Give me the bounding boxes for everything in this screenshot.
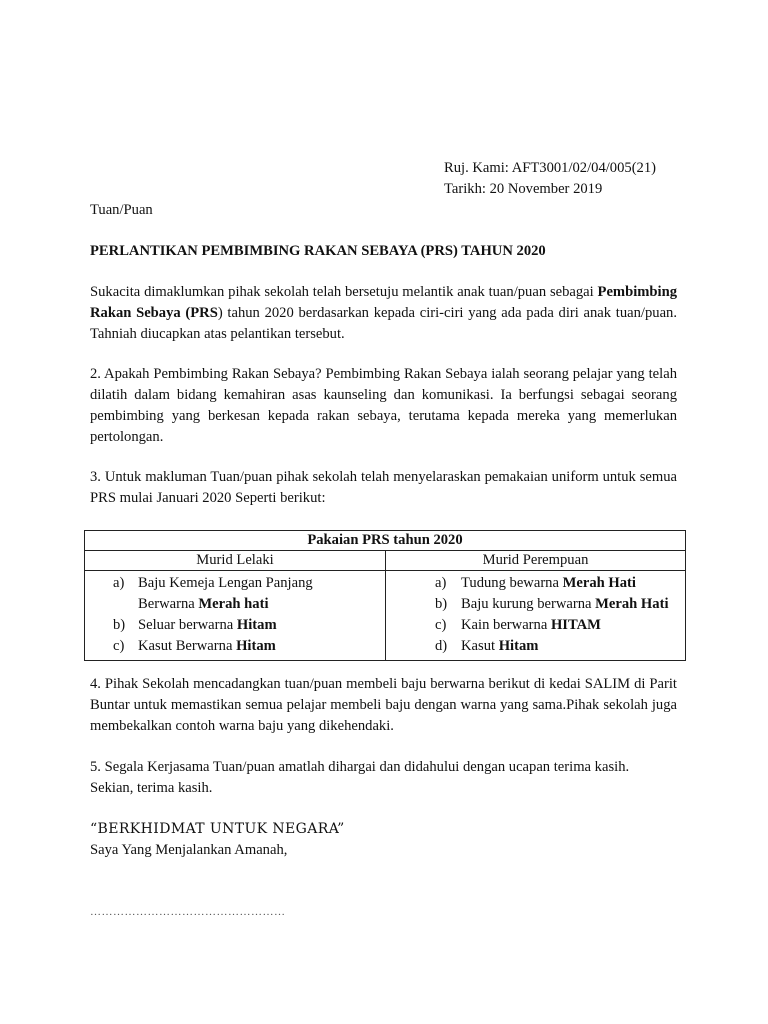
- item-text: Kasut Berwarna: [138, 638, 237, 654]
- letter-date: Tarikh: 20 November 2019: [444, 181, 603, 197]
- male-header: Murid Lelaki: [85, 551, 386, 571]
- item-text: Berwarna: [138, 596, 199, 612]
- female-items-cell: [386, 571, 686, 661]
- item-color: Merah hati: [198, 596, 269, 612]
- item-text: Seluar berwarna: [138, 617, 237, 633]
- paragraph-3: 3. Untuk makluman Tuan/puan pihak sekolah telah menyelaraskan pemakaian uniform untuk semua PRS mulai Januari 2020 Seperti berikut:: [90, 469, 677, 506]
- list-item: [85, 636, 385, 657]
- list-item: [386, 594, 685, 615]
- male-items-cell: [85, 571, 386, 661]
- list-marker: b): [435, 596, 448, 612]
- reference-block: [444, 158, 656, 200]
- list-marker: a): [435, 575, 447, 591]
- item-text: Kasut: [461, 638, 499, 654]
- list-item: [85, 573, 385, 615]
- letter-title: PERLANTIKAN PEMBIMBING RAKAN SEBAYA (PRS) TAHUN 2020: [90, 243, 546, 259]
- salutation: Tuan/Puan: [90, 202, 153, 218]
- closing-line: Sekian, terima kasih.: [90, 780, 213, 796]
- item-color: Merah Hati: [595, 596, 669, 612]
- list-marker: d): [435, 638, 448, 654]
- signature-line: ……………………………………………: [90, 906, 286, 918]
- list-marker: a): [113, 575, 125, 591]
- female-header: Murid Perempuan: [386, 551, 686, 571]
- paragraph-1: [90, 282, 677, 345]
- paragraph-1-text-a: Sukacita dimaklumkan pihak sekolah telah bersetuju melantik anak tuan/puan sebagai: [90, 284, 598, 300]
- uniform-table: [84, 530, 686, 661]
- item-color: HITAM: [550, 617, 601, 633]
- male-items-list: [85, 571, 385, 660]
- item-color: Hitam: [236, 617, 277, 633]
- list-item: [386, 573, 685, 594]
- female-items-list: [386, 571, 685, 660]
- item-color: Merah Hati: [562, 575, 636, 591]
- item-text: Baju kurung berwarna: [461, 596, 596, 612]
- item-color: Hitam: [236, 638, 276, 654]
- paragraph-1-text-b: ) tahun 2020 berdasarkan kepada ciri-ciri yang ada pada diri anak tuan/puan. Tahniah diucapkan atas pelantikan tersebut.: [90, 305, 677, 342]
- item-text: Tudung bewarna: [461, 575, 563, 591]
- list-marker: c): [435, 617, 447, 633]
- paragraph-5: 5. Segala Kerjasama Tuan/puan amatlah dihargai dan didahului dengan ucapan terima kasih.: [90, 759, 630, 775]
- list-marker: c): [113, 638, 125, 654]
- sign-off: Saya Yang Menjalankan Amanah,: [90, 842, 288, 858]
- list-marker: b): [113, 617, 126, 633]
- paragraph-1-bold: Pembimbing Rakan Sebaya (PRS: [90, 284, 677, 321]
- table-title: Pakaian PRS tahun 2020: [85, 531, 686, 551]
- item-color: Hitam: [498, 638, 539, 654]
- list-item: [386, 636, 685, 657]
- motto: “BERKHIDMAT UNTUK NEGARA”: [90, 821, 345, 837]
- item-text: Baju Kemeja Lengan Panjang: [138, 575, 313, 591]
- paragraph-4: 4. Pihak Sekolah mencadangkan tuan/puan membeli baju berwarna berikut di kedai SALIM di Parit Buntar untuk memastikan semua pelajar membeli baju dengan warna yang sama.Pihak sekolah juga membekalkan contoh warna baju yang dikehendaki.: [90, 676, 677, 734]
- item-text: Kain berwarna: [461, 617, 551, 633]
- reference-number: Ruj. Kami: AFT3001/02/04/005(21): [444, 160, 657, 176]
- list-item: [85, 615, 385, 636]
- paragraph-2: 2. Apakah Pembimbing Rakan Sebaya? Pembimbing Rakan Sebaya ialah seorang pelajar yang telah dilatih dalam bidang kemahiran asas kaunseling dan komunikasi. Ia berfungsi sebagai seorang pembimbing yang berkesan kepada rakan sebaya, terutama kepada mereka yang memerlukan pertolongan.: [90, 366, 677, 445]
- list-item: [386, 615, 685, 636]
